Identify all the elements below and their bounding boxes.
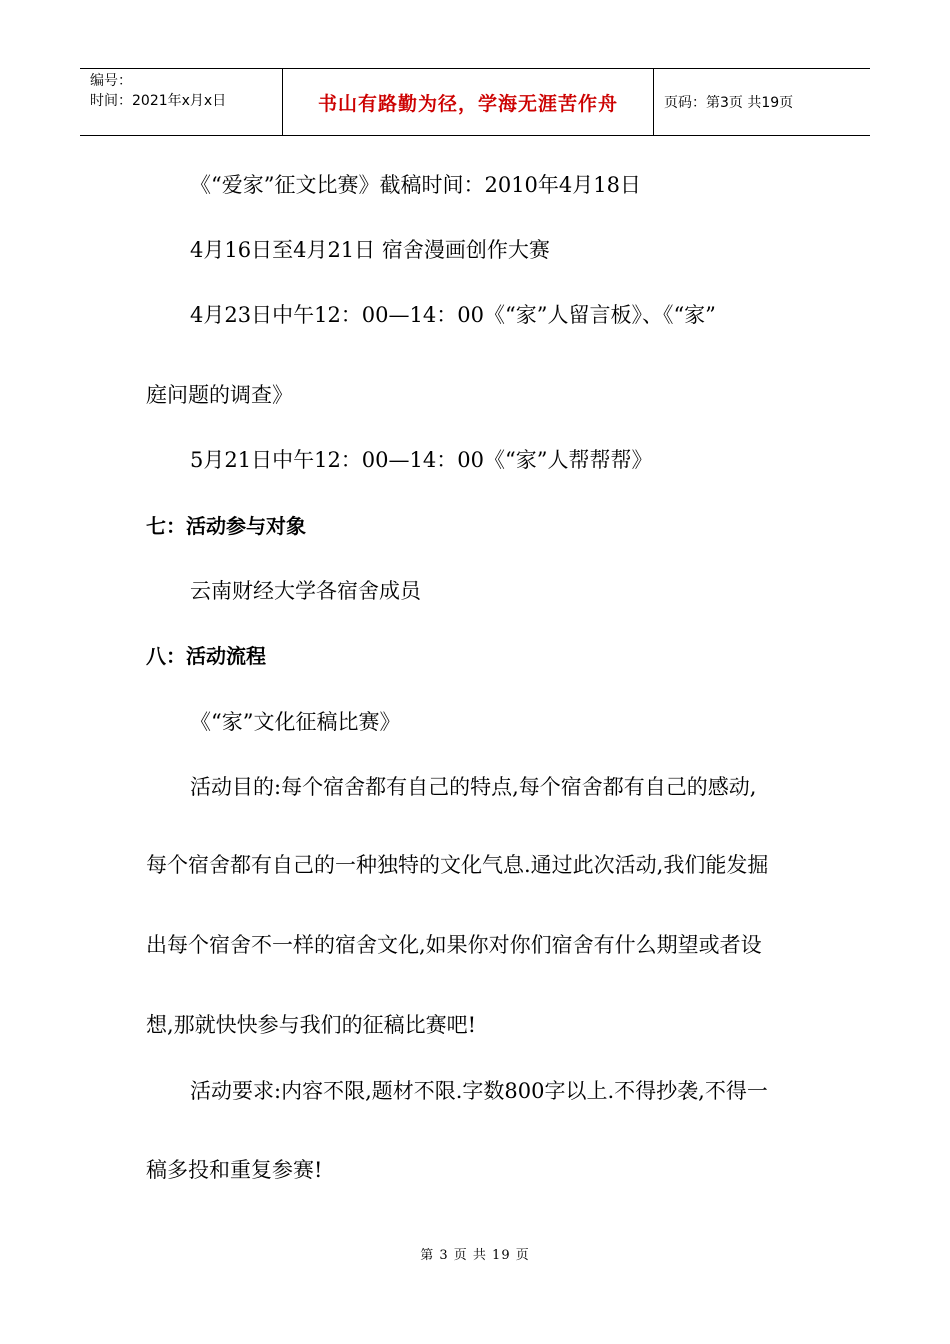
body-line-purpose-1: 活动目的:每个宿舍都有自己的特点,每个宿舍都有自己的感动, [190, 775, 757, 799]
header-time-label: 时间：2021年x月x日 [90, 93, 227, 109]
body-line-help-event: 5月21日中午12：00—14：00《“家”人帮帮帮》 [190, 448, 653, 472]
body-line-survey: 庭问题的调查》 [146, 383, 293, 407]
body-line-message-board: 4月23日中午12：00—14：00《“家”人留言板》、《“家” [190, 303, 716, 327]
page-header [80, 68, 870, 136]
header-number-label: 编号： [90, 73, 132, 89]
body-line-comic-contest: 4月16日至4月21日 宿舍漫画创作大赛 [190, 238, 550, 262]
page-footer: 第 3 页 共 19 页 [420, 1248, 530, 1263]
body-line-requirements-2: 稿多投和重复参赛! [146, 1158, 323, 1182]
body-line-contest-title: 《“家”文化征稿比赛》 [190, 710, 401, 734]
body-line-purpose-2: 每个宿舍都有自己的一种独特的文化气息.通过此次活动,我们能发掘 [146, 853, 769, 877]
body-line-participants: 云南财经大学各宿舍成员 [190, 579, 421, 603]
body-line-requirements-1: 活动要求:内容不限,题材不限.字数800字以上.不得抄袭,不得一 [190, 1079, 768, 1103]
body-line-deadline: 《“爱家”征文比赛》截稿时间：2010年4月18日 [190, 173, 641, 197]
header-page-label: 页码：第3页 共19页 [664, 95, 794, 111]
section-heading-process: 八：活动流程 [146, 644, 266, 668]
header-motto: 书山有路勤为径，学海无涯苦作舟 [282, 69, 654, 135]
body-line-purpose-4: 想,那就快快参与我们的征稿比赛吧! [146, 1013, 477, 1037]
body-line-purpose-3: 出每个宿舍不一样的宿舍文化,如果你对你们宿舍有什么期望或者设 [146, 933, 762, 957]
section-heading-participants: 七：活动参与对象 [146, 514, 306, 538]
header-meta [80, 69, 282, 135]
